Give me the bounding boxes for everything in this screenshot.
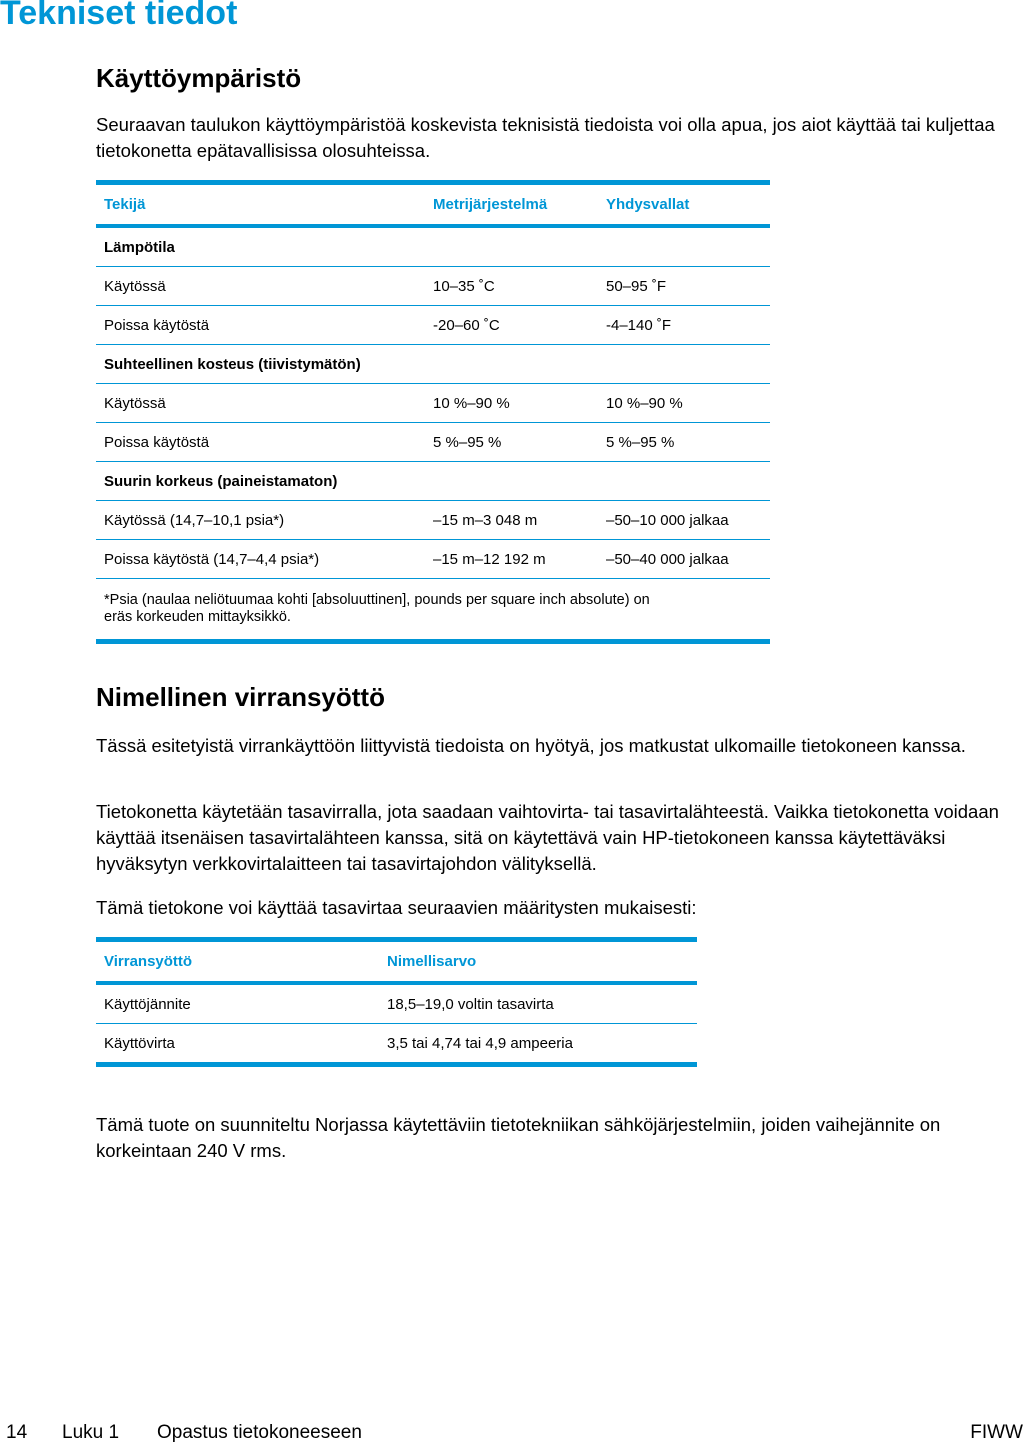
section-heading-environment: Käyttöympäristö	[96, 63, 302, 93]
column-header: Nimellisarvo	[379, 940, 697, 984]
table-row	[96, 306, 770, 345]
table-row	[96, 423, 770, 462]
table-header-row	[96, 940, 697, 984]
cell: 5 %–95 %	[425, 423, 598, 462]
power-paragraph-3: Tämä tietokone voi käyttää tasavirtaa seuraavien määritysten mukaisesti:	[96, 897, 697, 918]
footer-chapter: Luku 1	[62, 1422, 120, 1443]
cell: 5 %–95 %	[598, 423, 770, 462]
cell: –50–10 000 jalkaa	[598, 501, 770, 540]
cell: -20–60 ˚C	[425, 306, 598, 345]
page-title: Tekniset tiedot	[0, 0, 238, 32]
table-section-row	[96, 226, 770, 267]
cell: 50–95 ˚F	[598, 267, 770, 306]
table-footnote-row	[96, 579, 770, 642]
column-header: Tekijä	[96, 183, 425, 227]
table-row	[96, 983, 697, 1024]
cell: –15 m–12 192 m	[425, 540, 598, 579]
cell: Poissa käytöstä	[96, 306, 425, 345]
section-title-humidity: Suhteellinen kosteus (tiivistymätön)	[96, 345, 770, 384]
footnote-line: eräs korkeuden mittayksikkö.	[104, 609, 291, 625]
cell: Poissa käytöstä (14,7–4,4 psia*)	[96, 540, 425, 579]
cell: Käytössä	[96, 267, 425, 306]
cell: Käytössä	[96, 384, 425, 423]
footer-locale: FIWW	[970, 1422, 1023, 1443]
power-table	[96, 937, 697, 1067]
cell: 10 %–90 %	[598, 384, 770, 423]
table-footnote	[96, 579, 770, 642]
cell: 10 %–90 %	[425, 384, 598, 423]
cell: 3,5 tai 4,74 tai 4,9 ampeeria	[387, 1034, 573, 1052]
table-row	[96, 501, 770, 540]
cell: Poissa käytöstä	[96, 423, 425, 462]
footnote-line: *Psia (naulaa neliötuumaa kohti [absoluuttinen], pounds per square inch absolute) on	[104, 592, 650, 608]
table-header-row	[96, 183, 770, 227]
column-header: Yhdysvallat	[598, 183, 770, 227]
table-section-row	[96, 462, 770, 501]
cell: Käyttöjännite	[96, 983, 379, 1024]
cell: -4–140 ˚F	[598, 306, 770, 345]
cell: –15 m–3 048 m	[425, 501, 598, 540]
section-heading-power: Nimellinen virransyöttö	[96, 682, 385, 712]
cell: –50–40 000 jalkaa	[598, 540, 770, 579]
power-paragraph-4: Tämä tuote on suunniteltu Norjassa käytettäviin tietotekniikan sähköjärjestelmiin, joiden vaihejännite on korkeintaan 240 V rms.	[96, 1114, 941, 1161]
table-row	[96, 384, 770, 423]
page-number: 14	[6, 1422, 28, 1443]
cell: 10–35 ˚C	[425, 267, 598, 306]
table-row	[96, 267, 770, 306]
table-row	[96, 1024, 697, 1065]
cell: Käyttövirta	[104, 1034, 175, 1052]
environment-intro: Seuraavan taulukon käyttöympäristöä koskevista teknisistä tiedoista voi olla apua, jos aiot käyttää tai kuljettaa tietokonetta epätavallisissa olosuhteissa.	[96, 114, 995, 161]
table-section-row	[96, 345, 770, 384]
section-title-temperature: Lämpötila	[96, 226, 770, 267]
column-header: Virransyöttö	[96, 940, 379, 984]
power-paragraph-1: Tässä esitetyistä virrankäyttöön liittyvistä tiedoista on hyötyä, jos matkustat ulkomaille tietokoneen kanssa.	[96, 735, 966, 756]
cell: Käytössä (14,7–10,1 psia*)	[96, 501, 425, 540]
power-paragraph-2: Tietokonetta käytetään tasavirralla, jota saadaan vaihtovirta- tai tasavirtalähteestä. Vaikka tietokonetta voidaan käyttää itsenäisen tasavirtalähteen kanssa, sitä on käytettävä vain HP-tietokoneen kanssa käytettäväksi hyväksytyn verkkovirtalaitteen tai tasavirtajohdon välityksellä.	[96, 801, 999, 874]
table-row	[96, 540, 770, 579]
environment-table	[96, 180, 770, 644]
column-header: Metrijärjestelmä	[425, 183, 598, 227]
footer-chapter-title: Opastus tietokoneeseen	[157, 1422, 362, 1443]
section-title-altitude: Suurin korkeus (paineistamaton)	[96, 462, 770, 501]
cell: 18,5–19,0 voltin tasavirta	[379, 983, 697, 1024]
